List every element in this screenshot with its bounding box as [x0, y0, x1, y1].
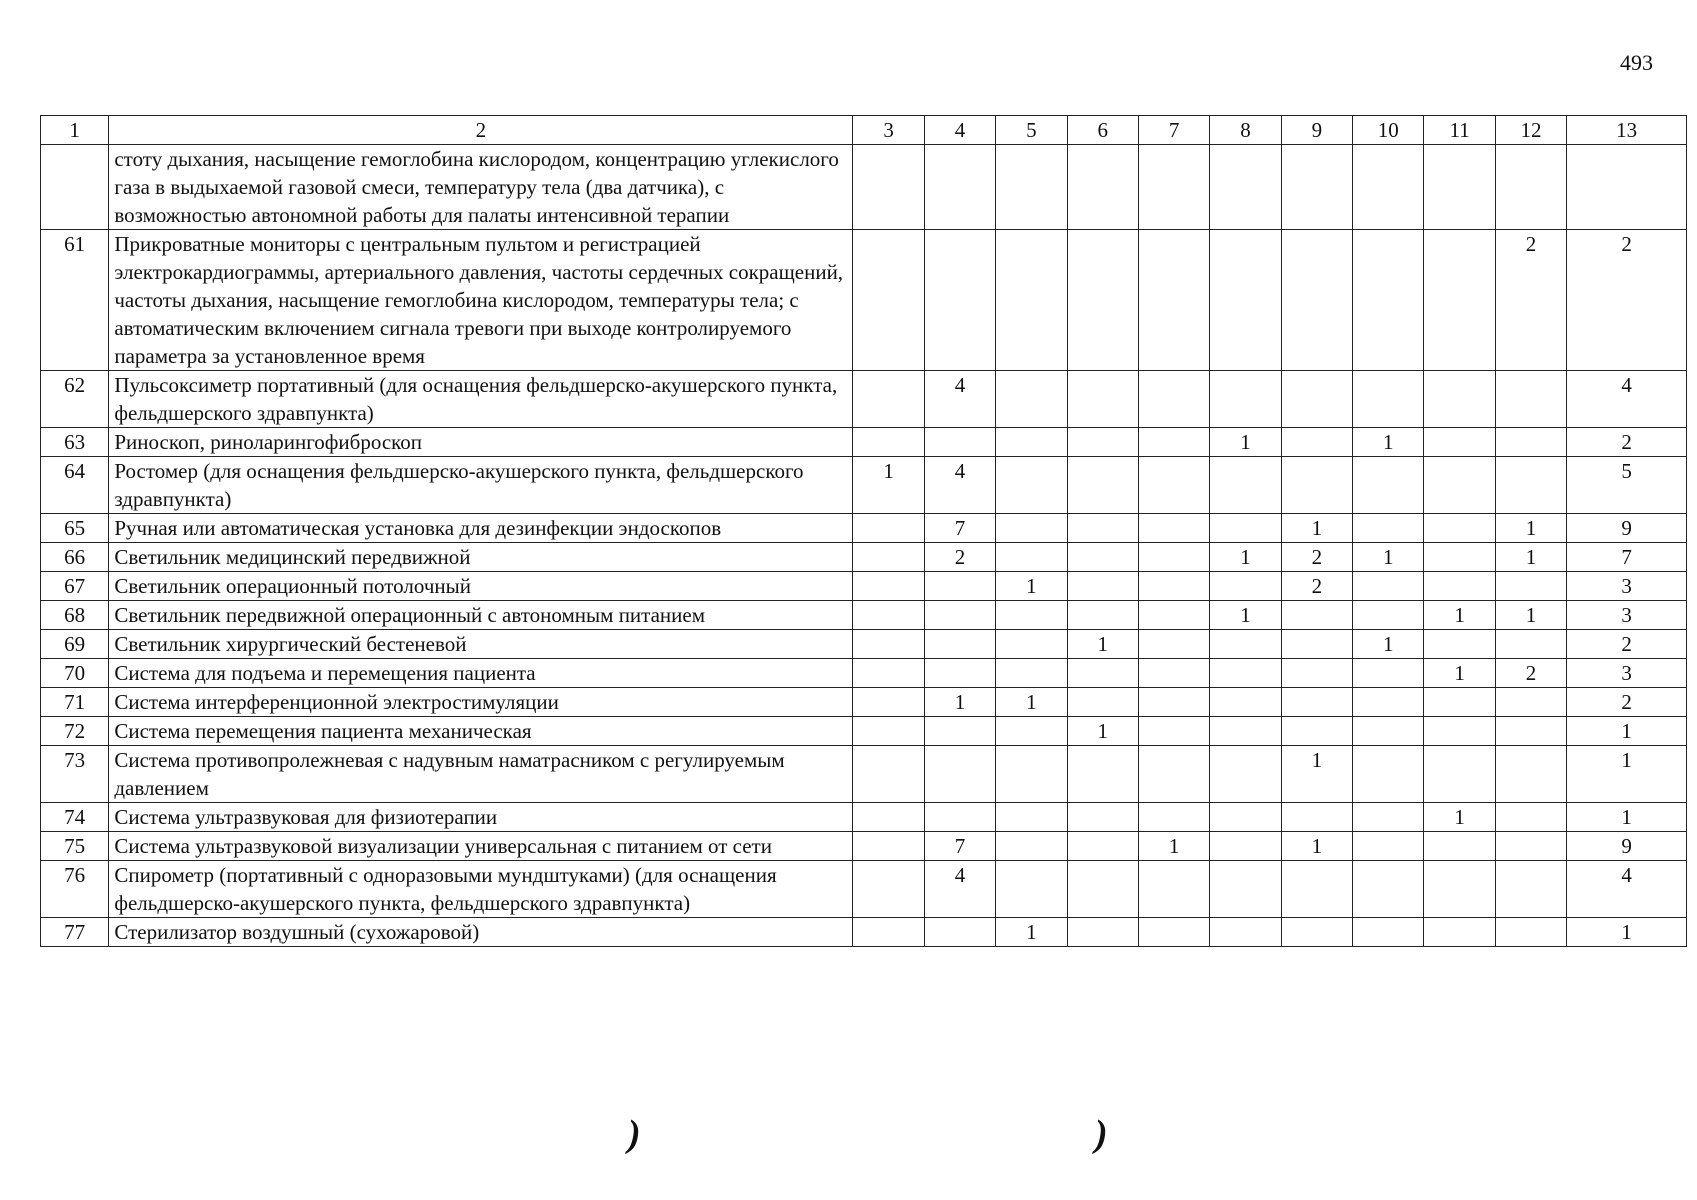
- quantity-cell: [1424, 428, 1495, 457]
- quantity-cell: [853, 861, 924, 918]
- quantity-cell: [1067, 601, 1138, 630]
- row-number-cell: 66: [41, 543, 109, 572]
- quantity-cell: [1424, 630, 1495, 659]
- quantity-cell: [1210, 832, 1281, 861]
- quantity-cell: 2: [924, 543, 995, 572]
- quantity-cell: [853, 630, 924, 659]
- quantity-cell: 1: [1281, 832, 1352, 861]
- quantity-cell: [924, 230, 995, 371]
- quantity-cell: [1495, 717, 1566, 746]
- table-row: [41, 630, 1687, 659]
- quantity-cell: [1210, 861, 1281, 918]
- quantity-cell: 4: [924, 457, 995, 514]
- quantity-cell: [1210, 230, 1281, 371]
- header-cell: 9: [1281, 116, 1352, 145]
- quantity-cell: [1424, 230, 1495, 371]
- quantity-cell: 2: [1495, 659, 1566, 688]
- description-cell: Ручная или автоматическая установка для дезинфекции эндоскопов: [109, 514, 853, 543]
- table-row: [41, 717, 1687, 746]
- quantity-cell: 2: [1281, 572, 1352, 601]
- header-cell: 12: [1495, 116, 1566, 145]
- quantity-cell: 2: [1567, 630, 1687, 659]
- quantity-cell: [1138, 230, 1209, 371]
- quantity-cell: 1: [1424, 601, 1495, 630]
- quantity-cell: [1138, 717, 1209, 746]
- quantity-cell: [996, 514, 1067, 543]
- quantity-cell: [1424, 543, 1495, 572]
- table-row: [41, 572, 1687, 601]
- quantity-cell: 4: [1567, 861, 1687, 918]
- table-row: [41, 746, 1687, 803]
- quantity-cell: [924, 659, 995, 688]
- quantity-cell: 1: [1495, 543, 1566, 572]
- row-number-cell: 77: [41, 918, 109, 947]
- quantity-cell: [1210, 572, 1281, 601]
- table-row: [41, 543, 1687, 572]
- row-number-cell: 62: [41, 371, 109, 428]
- header-cell: 5: [996, 116, 1067, 145]
- quantity-cell: [1067, 918, 1138, 947]
- quantity-cell: [1138, 688, 1209, 717]
- quantity-cell: 2: [1567, 688, 1687, 717]
- quantity-cell: [1281, 717, 1352, 746]
- row-number-cell: 76: [41, 861, 109, 918]
- quantity-cell: [924, 803, 995, 832]
- quantity-cell: [1353, 688, 1424, 717]
- quantity-cell: [1353, 145, 1424, 230]
- quantity-cell: [853, 572, 924, 601]
- quantity-cell: [1495, 688, 1566, 717]
- quantity-cell: [1495, 746, 1566, 803]
- table-row: [41, 832, 1687, 861]
- quantity-cell: [996, 861, 1067, 918]
- quantity-cell: [1281, 371, 1352, 428]
- quantity-cell: [1138, 428, 1209, 457]
- quantity-cell: [1424, 832, 1495, 861]
- quantity-cell: 1: [1281, 514, 1352, 543]
- table-row: [41, 457, 1687, 514]
- quantity-cell: [1067, 832, 1138, 861]
- quantity-cell: [1424, 572, 1495, 601]
- quantity-cell: [1210, 145, 1281, 230]
- quantity-cell: [853, 659, 924, 688]
- quantity-cell: [1424, 688, 1495, 717]
- quantity-cell: [996, 717, 1067, 746]
- quantity-cell: [1138, 803, 1209, 832]
- quantity-cell: [1067, 230, 1138, 371]
- quantity-cell: [1210, 659, 1281, 688]
- table-row: [41, 803, 1687, 832]
- quantity-cell: [1138, 746, 1209, 803]
- quantity-cell: [1495, 428, 1566, 457]
- footer-mark: ): [628, 1113, 641, 1155]
- quantity-cell: 9: [1567, 514, 1687, 543]
- page-number: 493: [1620, 50, 1653, 75]
- quantity-cell: 1: [1495, 514, 1566, 543]
- quantity-cell: [1495, 371, 1566, 428]
- quantity-cell: [1424, 514, 1495, 543]
- quantity-cell: [1067, 457, 1138, 514]
- quantity-cell: 1: [1424, 803, 1495, 832]
- quantity-cell: 1: [1353, 630, 1424, 659]
- row-number-cell: 73: [41, 746, 109, 803]
- quantity-cell: [1281, 630, 1352, 659]
- quantity-cell: [1138, 861, 1209, 918]
- description-cell: Светильник хирургический бестеневой: [109, 630, 853, 659]
- quantity-cell: 1: [1210, 428, 1281, 457]
- description-cell: Риноскоп, риноларингофиброскоп: [109, 428, 853, 457]
- quantity-cell: 1: [1567, 746, 1687, 803]
- header-cell: 11: [1424, 116, 1495, 145]
- quantity-cell: [1495, 145, 1566, 230]
- quantity-cell: 4: [1567, 371, 1687, 428]
- table-row: [41, 230, 1687, 371]
- quantity-cell: [1210, 717, 1281, 746]
- description-cell: Система для подъема и перемещения пациента: [109, 659, 853, 688]
- quantity-cell: [996, 371, 1067, 428]
- quantity-cell: [853, 688, 924, 717]
- quantity-cell: [1067, 803, 1138, 832]
- quantity-cell: [1424, 918, 1495, 947]
- quantity-cell: [924, 918, 995, 947]
- row-number-cell: 64: [41, 457, 109, 514]
- quantity-cell: [996, 145, 1067, 230]
- description-cell: Пульсоксиметр портативный (для оснащения фельдшерско-акушерского пункта, фельдшерского здравпункта): [109, 371, 853, 428]
- description-cell: Светильник медицинский передвижной: [109, 543, 853, 572]
- quantity-cell: [1210, 803, 1281, 832]
- quantity-cell: 3: [1567, 601, 1687, 630]
- quantity-cell: [1210, 457, 1281, 514]
- quantity-cell: 1: [1067, 717, 1138, 746]
- quantity-cell: [1210, 514, 1281, 543]
- quantity-cell: [996, 746, 1067, 803]
- description-cell: Ростомер (для оснащения фельдшерско-акушерского пункта, фельдшерского здравпункта): [109, 457, 853, 514]
- quantity-cell: 3: [1567, 572, 1687, 601]
- quantity-cell: 5: [1567, 457, 1687, 514]
- quantity-cell: [1353, 230, 1424, 371]
- header-cell: 1: [41, 116, 109, 145]
- quantity-cell: [1424, 457, 1495, 514]
- quantity-cell: [1210, 746, 1281, 803]
- table-body: [41, 145, 1687, 947]
- quantity-cell: [1281, 428, 1352, 457]
- quantity-cell: [853, 803, 924, 832]
- quantity-cell: [1138, 543, 1209, 572]
- row-number-cell: 67: [41, 572, 109, 601]
- table-row: [41, 145, 1687, 230]
- quantity-cell: 3: [1567, 659, 1687, 688]
- quantity-cell: [996, 543, 1067, 572]
- quantity-cell: [1281, 230, 1352, 371]
- row-number-cell: 69: [41, 630, 109, 659]
- quantity-cell: [1281, 918, 1352, 947]
- row-number-cell: [41, 145, 109, 230]
- description-cell: Стерилизатор воздушный (сухожаровой): [109, 918, 853, 947]
- description-cell: Система противопролежневая с надувным наматрасником с регулируемым давлением: [109, 746, 853, 803]
- quantity-cell: [1210, 630, 1281, 659]
- quantity-cell: [1353, 746, 1424, 803]
- description-cell: Прикроватные мониторы с центральным пультом и регистрацией электрокардиограммы, артериального давления, частоты сердечных сокращений, частоты дыхания, насыщение гемоглобина кислородом, температуры тела; с автоматическим включением сигнала тревоги при выходе контролируемого параметра за установленное время: [109, 230, 853, 371]
- quantity-cell: [1210, 918, 1281, 947]
- header-cell: 10: [1353, 116, 1424, 145]
- quantity-cell: [924, 572, 995, 601]
- quantity-cell: [1067, 746, 1138, 803]
- header-cell: 8: [1210, 116, 1281, 145]
- quantity-cell: [1138, 514, 1209, 543]
- quantity-cell: [924, 428, 995, 457]
- quantity-cell: 7: [924, 514, 995, 543]
- quantity-cell: [853, 514, 924, 543]
- quantity-cell: [1281, 659, 1352, 688]
- table-row: [41, 514, 1687, 543]
- quantity-cell: [853, 918, 924, 947]
- quantity-cell: [996, 601, 1067, 630]
- quantity-cell: [996, 630, 1067, 659]
- header-cell: 4: [924, 116, 995, 145]
- quantity-cell: 1: [1495, 601, 1566, 630]
- quantity-cell: [1424, 371, 1495, 428]
- quantity-cell: 1: [996, 688, 1067, 717]
- table-row: [41, 688, 1687, 717]
- quantity-cell: [996, 659, 1067, 688]
- table-row: [41, 371, 1687, 428]
- quantity-cell: [1424, 746, 1495, 803]
- quantity-cell: [853, 145, 924, 230]
- quantity-cell: [1281, 457, 1352, 514]
- quantity-cell: [1067, 514, 1138, 543]
- quantity-cell: 4: [924, 861, 995, 918]
- footer-mark: ): [1095, 1113, 1108, 1155]
- description-cell: Светильник операционный потолочный: [109, 572, 853, 601]
- quantity-cell: 7: [1567, 543, 1687, 572]
- quantity-cell: [1353, 717, 1424, 746]
- quantity-cell: [853, 717, 924, 746]
- quantity-cell: [1210, 371, 1281, 428]
- table-row: [41, 861, 1687, 918]
- quantity-cell: [1353, 918, 1424, 947]
- quantity-cell: [1495, 918, 1566, 947]
- row-number-cell: 65: [41, 514, 109, 543]
- quantity-cell: [924, 601, 995, 630]
- quantity-cell: [1353, 861, 1424, 918]
- quantity-cell: [1495, 803, 1566, 832]
- quantity-cell: 1: [924, 688, 995, 717]
- quantity-cell: 2: [1495, 230, 1566, 371]
- quantity-cell: [1495, 861, 1566, 918]
- table-row: [41, 659, 1687, 688]
- quantity-cell: [853, 832, 924, 861]
- table-row: [41, 428, 1687, 457]
- quantity-cell: 1: [1567, 717, 1687, 746]
- header-cell: 13: [1567, 116, 1687, 145]
- header-cell: 7: [1138, 116, 1209, 145]
- table-row: [41, 601, 1687, 630]
- quantity-cell: 1: [996, 572, 1067, 601]
- quantity-cell: [1138, 145, 1209, 230]
- quantity-cell: [1281, 145, 1352, 230]
- quantity-cell: [1495, 457, 1566, 514]
- quantity-cell: 4: [924, 371, 995, 428]
- quantity-cell: [1353, 659, 1424, 688]
- quantity-cell: 1: [1210, 601, 1281, 630]
- description-cell: Спирометр (портативный с одноразовыми мундштуками) (для оснащения фельдшерско-акушерского пункта, фельдшерского здравпункта): [109, 861, 853, 918]
- quantity-cell: [1067, 861, 1138, 918]
- quantity-cell: 1: [996, 918, 1067, 947]
- row-number-cell: 61: [41, 230, 109, 371]
- table-header-row: [41, 116, 1687, 145]
- row-number-cell: 71: [41, 688, 109, 717]
- description-cell: Система перемещения пациента механическая: [109, 717, 853, 746]
- quantity-cell: [853, 601, 924, 630]
- quantity-cell: [1353, 832, 1424, 861]
- quantity-cell: [1281, 601, 1352, 630]
- quantity-cell: [924, 746, 995, 803]
- quantity-cell: [853, 746, 924, 803]
- quantity-cell: [1281, 688, 1352, 717]
- quantity-cell: [1353, 572, 1424, 601]
- quantity-cell: [1067, 572, 1138, 601]
- quantity-cell: 1: [1281, 746, 1352, 803]
- quantity-cell: [1424, 145, 1495, 230]
- quantity-cell: [1138, 457, 1209, 514]
- quantity-cell: [996, 428, 1067, 457]
- quantity-cell: [1353, 371, 1424, 428]
- quantity-cell: [996, 230, 1067, 371]
- quantity-cell: [1353, 601, 1424, 630]
- quantity-cell: [1067, 688, 1138, 717]
- quantity-cell: 1: [1353, 543, 1424, 572]
- quantity-cell: 1: [1353, 428, 1424, 457]
- quantity-cell: [1138, 371, 1209, 428]
- quantity-cell: [1138, 659, 1209, 688]
- quantity-cell: [1424, 717, 1495, 746]
- quantity-cell: 1: [1067, 630, 1138, 659]
- quantity-cell: [853, 543, 924, 572]
- header-cell: 3: [853, 116, 924, 145]
- row-number-cell: 72: [41, 717, 109, 746]
- header-cell: 2: [109, 116, 853, 145]
- row-number-cell: 74: [41, 803, 109, 832]
- quantity-cell: [1495, 572, 1566, 601]
- quantity-cell: [1281, 803, 1352, 832]
- quantity-cell: 1: [1210, 543, 1281, 572]
- row-number-cell: 68: [41, 601, 109, 630]
- quantity-cell: [996, 457, 1067, 514]
- quantity-cell: [1567, 145, 1687, 230]
- quantity-cell: [924, 145, 995, 230]
- quantity-cell: 2: [1567, 428, 1687, 457]
- quantity-cell: 9: [1567, 832, 1687, 861]
- quantity-cell: [853, 371, 924, 428]
- quantity-cell: [1495, 630, 1566, 659]
- description-cell: Светильник передвижной операционный с автономным питанием: [109, 601, 853, 630]
- quantity-cell: [1495, 832, 1566, 861]
- quantity-cell: [1067, 428, 1138, 457]
- quantity-cell: [1210, 688, 1281, 717]
- quantity-cell: [1138, 630, 1209, 659]
- description-cell: Система ультразвуковая для физиотерапии: [109, 803, 853, 832]
- quantity-cell: [1138, 918, 1209, 947]
- quantity-cell: 2: [1567, 230, 1687, 371]
- quantity-cell: [1353, 514, 1424, 543]
- description-cell: Система ультразвуковой визуализации универсальная с питанием от сети: [109, 832, 853, 861]
- quantity-cell: 1: [853, 457, 924, 514]
- quantity-cell: [1424, 861, 1495, 918]
- quantity-cell: 1: [1138, 832, 1209, 861]
- quantity-cell: [1067, 543, 1138, 572]
- equipment-table: [40, 115, 1687, 947]
- quantity-cell: 1: [1567, 803, 1687, 832]
- quantity-cell: [996, 832, 1067, 861]
- quantity-cell: [924, 717, 995, 746]
- quantity-cell: [853, 428, 924, 457]
- quantity-cell: [853, 230, 924, 371]
- header-cell: 6: [1067, 116, 1138, 145]
- table-row: [41, 918, 1687, 947]
- quantity-cell: [924, 630, 995, 659]
- quantity-cell: [1067, 659, 1138, 688]
- quantity-cell: 1: [1567, 918, 1687, 947]
- quantity-cell: [1281, 861, 1352, 918]
- quantity-cell: [1353, 803, 1424, 832]
- quantity-cell: [1353, 457, 1424, 514]
- quantity-cell: [996, 803, 1067, 832]
- row-number-cell: 70: [41, 659, 109, 688]
- quantity-cell: [1138, 601, 1209, 630]
- quantity-cell: [1067, 371, 1138, 428]
- row-number-cell: 75: [41, 832, 109, 861]
- description-cell: Система интерференционной электростимуляции: [109, 688, 853, 717]
- row-number-cell: 63: [41, 428, 109, 457]
- quantity-cell: 1: [1424, 659, 1495, 688]
- description-cell: стоту дыхания, насыщение гемоглобина кислородом, концентрацию углекислого газа в выдыхаемой газовой смеси, температуру тела (два датчика), с возможностью автономной работы для палаты интенсивной терапии: [109, 145, 853, 230]
- quantity-cell: [1067, 145, 1138, 230]
- quantity-cell: 7: [924, 832, 995, 861]
- quantity-cell: 2: [1281, 543, 1352, 572]
- quantity-cell: [1138, 572, 1209, 601]
